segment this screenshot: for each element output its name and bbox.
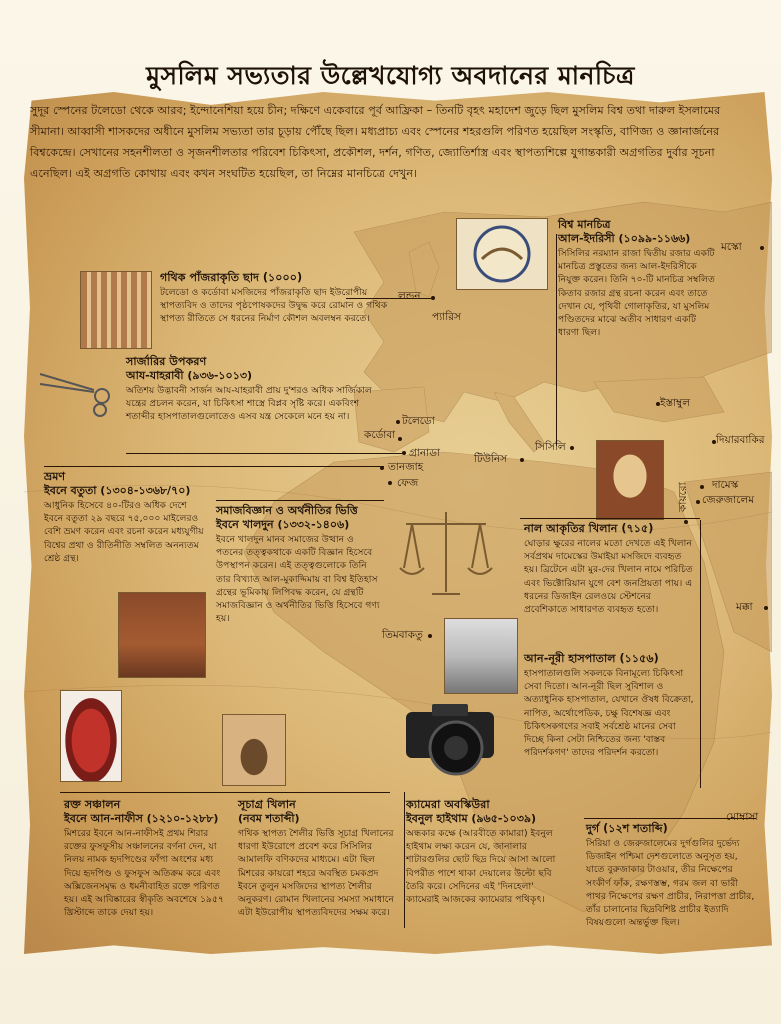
intro-paragraph: সুদূর স্পেনের টলেডো থেকে আরব; ইন্দোনেশিয়া হয়ে চীন; দক্ষিণে একেবারে পূর্ব আফ্রিকা – তিনটি বৃহৎ মহাদেশ জুড়ে ছিল মুসলিম বিশ্ব তথা দারুল ইসলামের সীমানা। আব্বাসী শাসকদের অধীনে মুসলিম সভ্যতা তার চূড়ায় পৌঁছে ছিল। মধ্যপ্রাচ্য এবং স্পেনের শহরগুলি পরিণত হয়েছিল সংস্কৃতি, বাণিজ্য ও জ্ঞানার্জনের বিশ্বকেন্দ্রে। সেখানের সহনশীলতা ও সৃজনশীলতার পরিবেশ চিকিৎসা, প্রকৌশল, দর্শন, গণিত, জ্যোতির্শাস্ত্র এবং স্থাপত্যশিল্পে যুগান্তকারী অগ্রগতির দুর্বার সূচনা এনেছিল। এই অগ্রগতি কোথায় এবং কখন সংঘটিত হয়েছিল, তা নিম্নের মানচিত্রে দেখুন। [30, 104, 721, 180]
place-granada: গ্রানাডা [409, 447, 440, 459]
blood-subtitle: ইবনে আন-নাফীস (১২১০-১২৮৮) [64, 812, 219, 825]
minaret-image [444, 618, 518, 694]
dot-tunis [520, 458, 524, 462]
dot-diyarbakir [712, 440, 716, 444]
castle-body: সিরিয়া ও জেরুজালেমের দুর্গগুলির দুর্ভেদ্য ডিজাইন পশ্চিমা দেশগুলোতে অনুসৃত হয়, যাতে বুরুজাকার টাওয়ার, তীর নিক্ষেপের সংকীর্ণ ফাঁক, রক্ষণস্তম্ভ, গরম জল বা ভারী পাথর নিক্ষেপের রক্ষণ প্রাচীর, নিরাপত্তা প্রাচীর, তাঁর চালানোর ছিদ্রবিশিষ্ট প্রাচীর ইত্যাদি বিষয়গুলো অন্তর্ভুক্ত ছিল। [586, 838, 755, 929]
surgery-subtitle: আয-যাহরাবী (৯৩৬-১০১৩) [126, 369, 253, 382]
place-tunis: টিউনিস [474, 453, 508, 465]
blood-line [60, 792, 390, 793]
horseshoe-line [520, 518, 700, 519]
pointed-body: গথিক স্থাপত্য শৈলীর ভিত্তি সূচাগ্র খিলানের ধারণা ইউরোপে প্রবেশ করে সিসিলির আমালফি বণিকদের মাধ্যমে। এটা ছিল মিশরের কায়রো শহরে অবস্থিত চমকপ্রদ ইবনে তুলুন মসজিদের স্থাপত্য শৈলীর অনুকরণ। রোমান খিলানের সমস্যা সমাধানে এটা ইউরোপীয় স্থাপত্যবিদদের সক্ষম করে। [238, 828, 394, 919]
ibn-battuta-camel-image [118, 592, 206, 678]
worldmap-body: সিসিলির নরম্যান রাজা দ্বিতীয় রজার একটি মানচিত্র প্রস্তুতের জন্য আল-ইদরিসীকে নিযুক্ত করেন। তিনি ৭০-টি মানচিত্র সম্বলিত কিতাব রজার গ্রন্থ রচনা করেন এবং তাতে দেখান যে, পৃথিবী গোলাকৃতির, যা মুসলিম পণ্ডিতদের মাঝে অতীব সাধারণ একটি ধারণা ছিল। [558, 248, 715, 339]
place-jerusalem: জেরুজালেম [702, 494, 755, 506]
camera-subtitle: ইবনুল হাইথাম (৯৬৫-১০৩৯) [406, 812, 537, 825]
hospital-body: হাসপাতালগুলি সকলকে বিনামূল্যে চিকিৎসা সেবা দিতো। আন-নূরী ছিল সুবিশাল ও অত্যাধুনিক হাসপাতাল, যেখানে ঔষধ বিক্রেতা, নাপিত, অর্থোপেডিক, চক্ষু বিশেষজ্ঞ এবং চিকিৎসকগণের সবাই সর্বশ্রেষ্ঠ মানের সেবা দিচ্ছে কিনা সেটা নিশ্চিতের জন্য 'বাস্তব পরিদর্শকগণ' তাদের পরিদর্শন করতো। [524, 668, 694, 759]
dot-fez [388, 481, 392, 485]
surgery-title: সার্জারির উপকরণ [126, 355, 207, 368]
sociology-line [216, 500, 384, 501]
place-sicily: সিসিলি [535, 441, 566, 453]
place-mombasa: মোম্বাসা [726, 811, 759, 823]
item-blood [64, 798, 230, 919]
surgery-line [126, 453, 402, 454]
place-paris: প্যারিস [432, 311, 461, 323]
place-tangier: তানজাহ [388, 461, 424, 473]
heart-image [60, 690, 122, 782]
dot-damascus [700, 485, 704, 489]
dot-cordoba [398, 437, 402, 441]
dot-sicily [570, 446, 574, 450]
item-hospital [524, 652, 696, 759]
gothic-line [346, 298, 432, 299]
place-london: লন্ডন [398, 290, 421, 302]
travel-subtitle: ইবনে বতুতা (১৩০৪-১৩৬৮/৭০) [44, 484, 191, 497]
dot-granada [402, 451, 406, 455]
gothic-vault-image [80, 271, 152, 349]
item-horseshoe [524, 522, 696, 616]
sociology-subtitle: ইবনে খালদুন (১৩৩২-১৪০৬) [216, 518, 350, 531]
scales-image [396, 508, 496, 598]
camera-image [402, 696, 498, 784]
place-toledo: টলেডো [402, 415, 435, 427]
place-cairo: কায়রো [677, 482, 689, 512]
travel-body: আধুনিক হিসেবে ৪০-টিরও অধিক দেশে ইবনে বতুতা ২৯ বছরে ৭৫,০০০ মাইলেরও বেশি ভ্রমণ করেন এবং রচনা করেন মধ্যযুগীয় বিশ্বের প্রথা ও রীতিনীতি সম্বলিত অনন্যতম শ্রেষ্ঠ গ্রন্থ। [44, 500, 204, 564]
dot-timbuktu [428, 634, 432, 638]
castle-title: দুর্গ (১২শ শতাব্দি) [586, 822, 668, 835]
item-surgery [126, 355, 388, 424]
place-istanbul: ইস্তাম্বুল [660, 397, 691, 409]
camera-body: অন্ধকার কক্ষে (আরবীতে কামারা) ইবনুল হাইথাম লক্ষ্য করেন যে, জানালার শাটারগুলির ছোট ছিদ্র দিয়ে আসা আলো বিপরীত পাশে থাকা দেয়ালের উল্টো ছবি তৈরি করে। সেদিনের এই 'দিনহেলা' ক্যামেরাই আজকের ক্যামেরার পথিকৃৎ। [406, 828, 556, 906]
castle-line [584, 818, 756, 819]
place-fez: ফেজ [397, 477, 419, 489]
blood-title: রক্ত সঞ্চালন [64, 798, 121, 811]
dot-istanbul [656, 402, 660, 406]
surgical-tool-image [36, 362, 120, 418]
idrisi-map-image [456, 218, 548, 290]
item-camera [406, 798, 566, 906]
worldmap-line [556, 234, 557, 446]
sociology-body: ইবনে খালদুন মানব সমাজের উত্থান ও পতনের তত্ত্বকথাকে একটি বিজ্ঞান হিসেবে উপস্থাপন করেন। এই তত্ত্বগুলোকে তিনি তার বিখ্যাত আল-মুকাদ্দিমায় বা বিশ্ব ইতিহাস গ্রন্থের ভূমিকায় লিপিবদ্ধ করেন, যে গ্রন্থটি সমাজবিজ্ঞান ও অর্থনীতির ভিত্তি হিসেবে গণ্য হয়। [216, 534, 380, 625]
place-timbuktu: তিমবাকতু [382, 629, 423, 641]
horseshoe-arch-image [596, 440, 664, 520]
hospital-line [700, 520, 701, 788]
item-travel [44, 470, 204, 565]
camera-title: ক্যামেরা অবস্কিউরা [406, 798, 490, 811]
worldmap-subtitle: আল-ইদরিসী (১০৯৯-১১৬৬) [558, 232, 691, 245]
item-pointed [238, 798, 398, 919]
dot-moscow [760, 246, 764, 250]
place-damascus: দামেস্ক [712, 479, 739, 491]
worldmap-title: বিশ্ব মানচিত্র [558, 218, 611, 231]
pointed-subtitle: (নবম শতাব্দী) [238, 812, 300, 825]
travel-title: ভ্রমণ [44, 470, 66, 483]
place-cordoba: কর্ডোবা [364, 429, 396, 441]
hospital-title: আন-নূরী হাসপাতাল (১১৫৬) [524, 652, 659, 665]
pointed-title: সূচাগ্র খিলান [238, 798, 296, 811]
surgery-body: অতিশয় উদ্ভাবনী সার্জন আয-যাহরাবী প্রায় দু'শরও অধিক সার্জিকাল যন্ত্রের প্রচলন করেন, যা চিকিৎসা শাস্ত্রে বিপ্লব সৃষ্টি করে। একবিংশ শতাব্দীর হাসপাতালগুলোতেও এসব যন্ত্র সেকেলে মনে হয় না। [126, 385, 372, 423]
dot-mecca [764, 606, 768, 610]
camera-line [404, 792, 405, 928]
gothic-title: গথিক পাঁজরাকৃতি ছাদ (১০০০) [160, 271, 303, 284]
travel-line [44, 466, 384, 467]
dot-toledo [396, 420, 400, 424]
place-diyarbakir: দিয়ারবাকির [716, 434, 765, 446]
place-moscow: মস্কো [721, 241, 742, 253]
pointed-arch-image [222, 714, 286, 786]
item-sociology [216, 504, 384, 625]
gothic-body: টলেডো ও কর্ডোবা মসজিদের পাঁজরাকৃতি ছাদ ইউরোপীয় স্থাপত্যবিদ ও তাদের পৃষ্ঠপোষকদের উদ্বুদ্ধ করে রোমান ও গথিক স্থাপত্য রীতিতে সে ধরনের নির্মাণ কৌশল অবলম্বন করতে। [160, 287, 388, 325]
page-title: মুসলিম সভ্যতার উল্লেখযোগ্য অবদানের মানচিত্র [146, 61, 635, 90]
item-castle [586, 822, 756, 929]
dot-jerusalem [696, 500, 700, 504]
sociology-title: সমাজবিজ্ঞান ও অর্থনীতির ভিত্তি [216, 504, 358, 517]
horseshoe-title: নাল আকৃতির খিলান (৭১৫) [524, 522, 654, 535]
place-mecca: মক্কা [736, 601, 753, 613]
blood-body: মিশরের ইবনে আন-নাফীসই প্রথম শিরার রক্তের ফুসফুসীয় সঞ্চালনের বর্ণনা দেন, যা নিলয় নামক হৃদপিণ্ডের ফাঁপা অংশের মধ্য দিয়ে হৃদপিণ্ড ও ফুসফুস অতিক্রম করে এবং অক্সিজেনসমৃদ্ধ ও ধমনীবাহিত রক্তে পরিণত হয়। এই আবিষ্কারের স্বীকৃতি অবশেষে ১৯৫৭ খ্রিস্টাব্দে তাকে দেয়া হয়। [64, 828, 224, 919]
horseshoe-body: ঘোড়ার ক্ষুরের নালের মতো দেখতে এই খিলান সর্বপ্রথম দামেস্কের উমাইয়া মসজিদে ব্যবহৃত হয়। ব্রিটেনে এটা মুর-দের খিলান নামে পরিচিত এবং ভিক্টোরিয়ান যুগে বেশ জনপ্রিয়তা পায়। এ ধরনের ডিজাইন রেলওয়ে স্টেশনের প্রবেশিকাতে সাধারণত ব্যবহৃত হতো। [524, 538, 693, 616]
item-worldmap [558, 218, 718, 339]
